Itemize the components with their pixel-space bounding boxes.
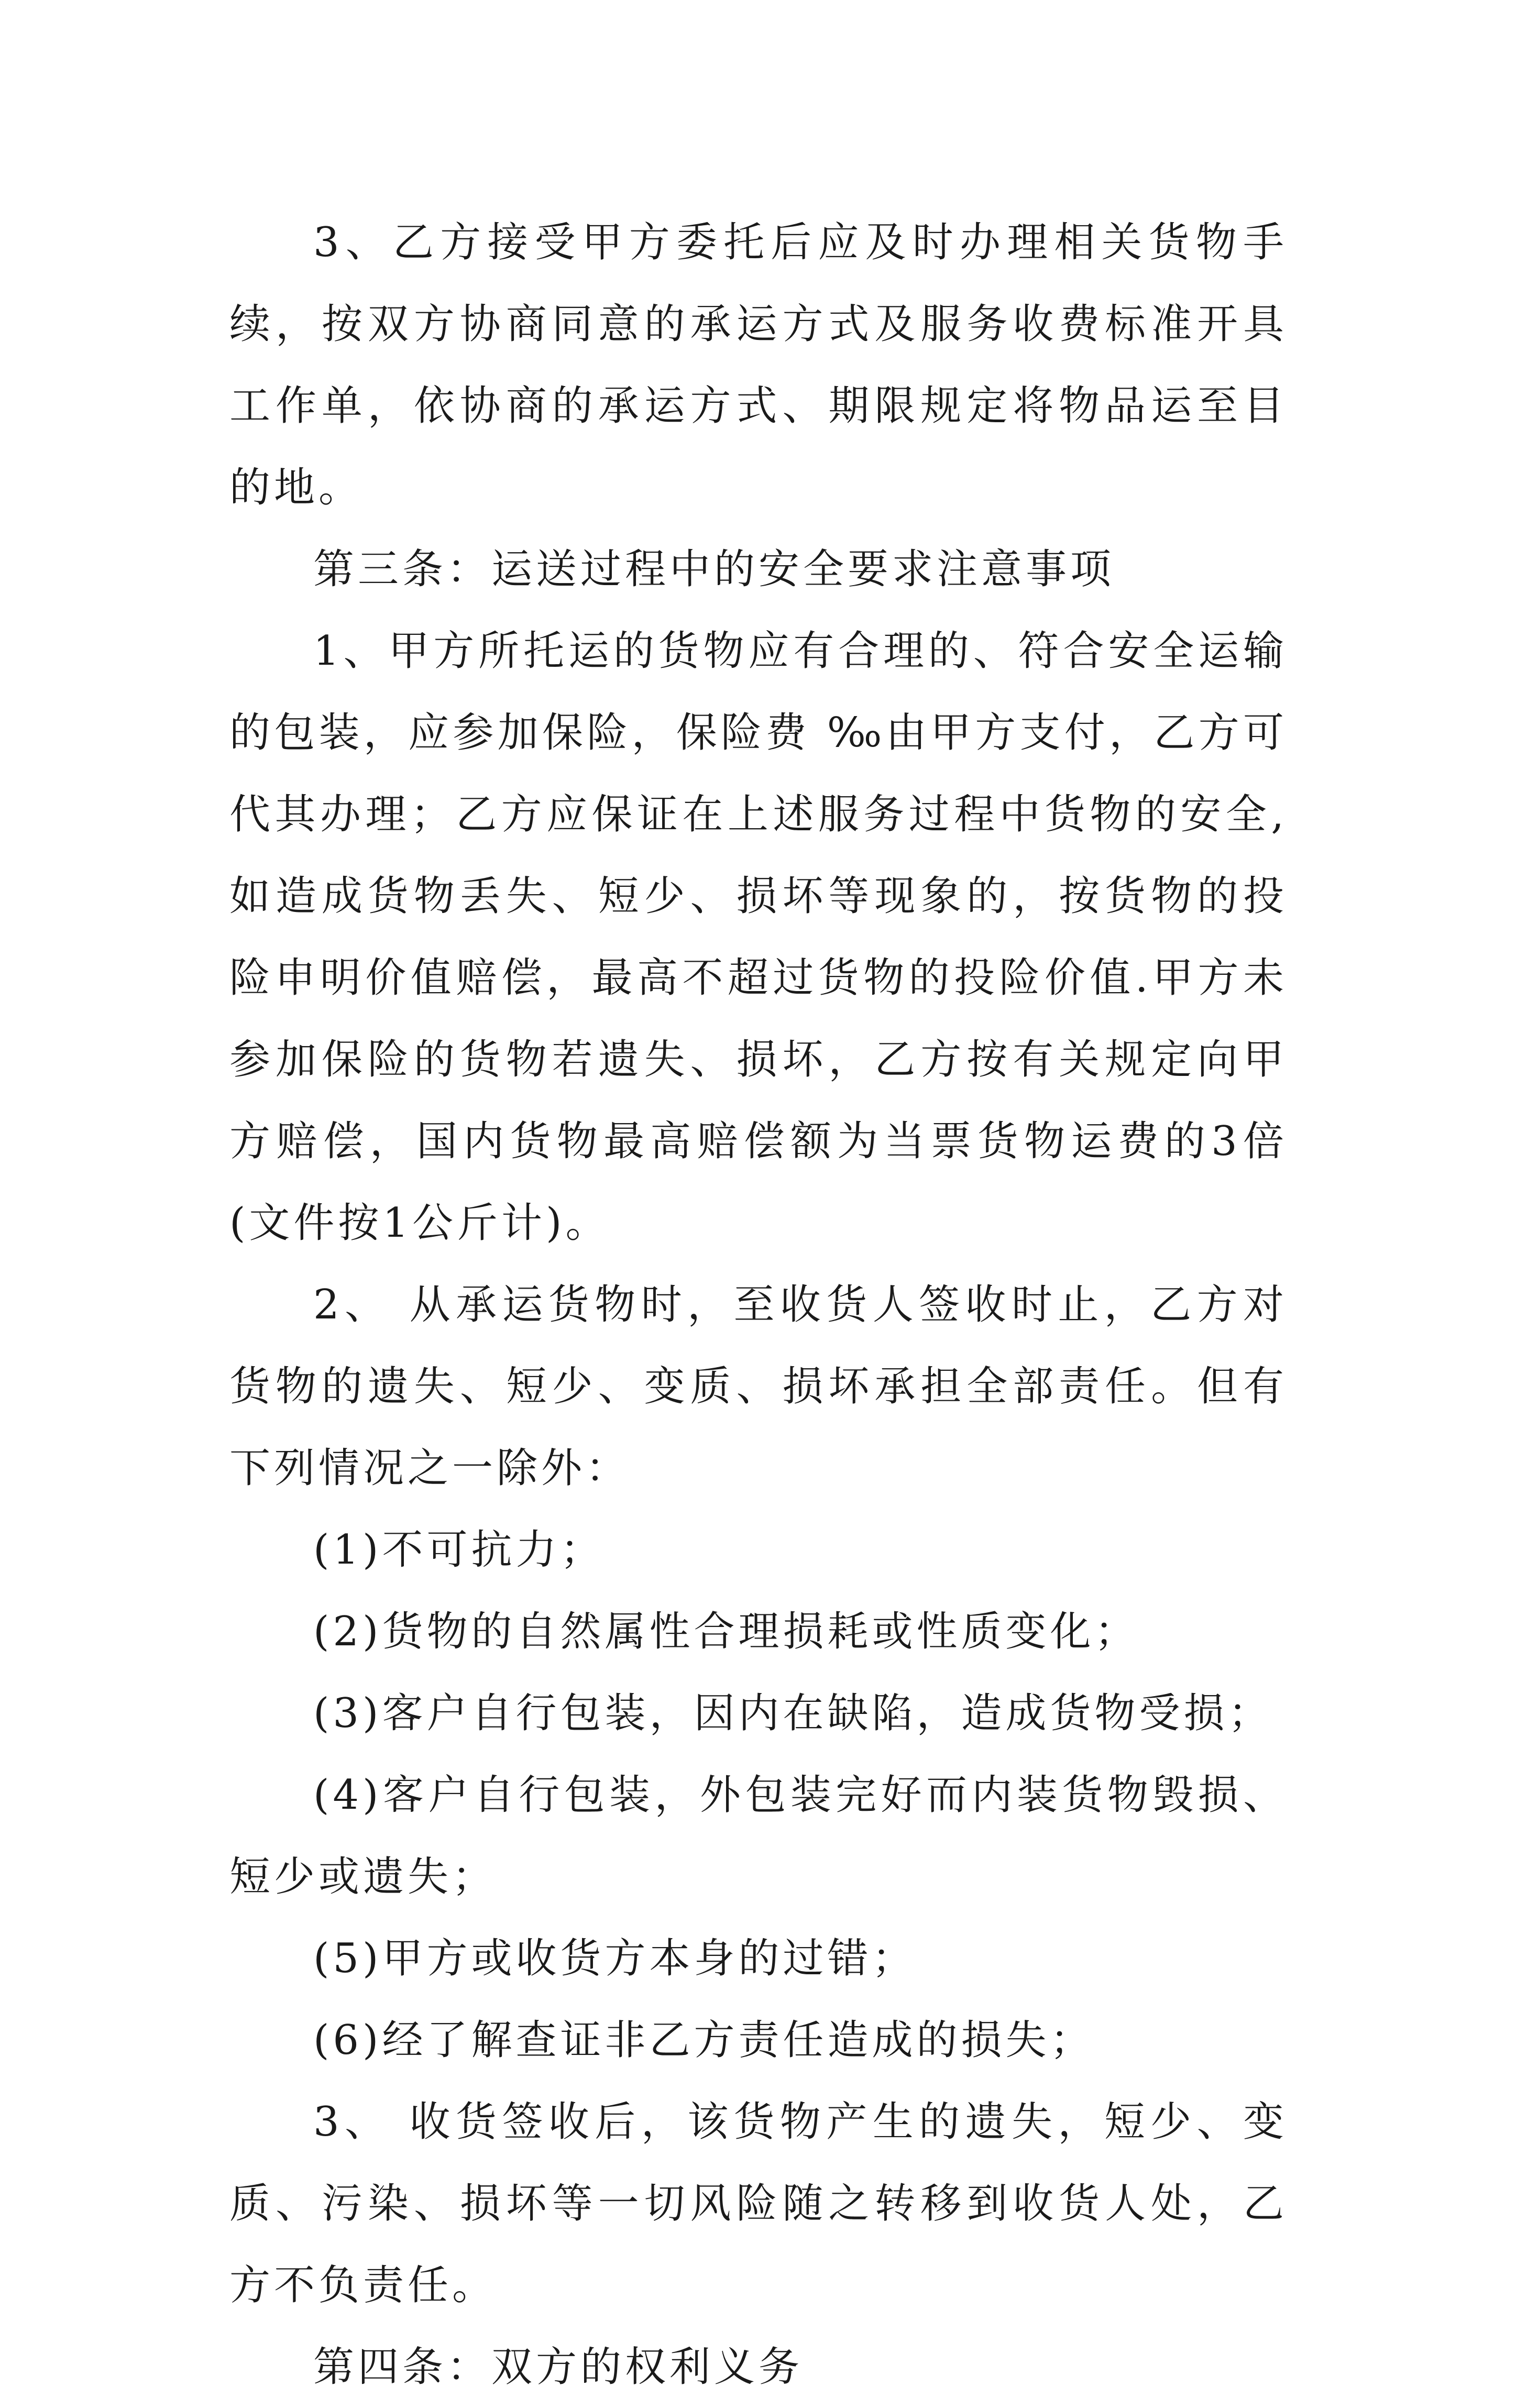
clause-3-item-3: 3、 收货签收后，该货物产生的遗失，短少、变质、污染、损坏等一切风险随之转移到收货人处，乙方不负责任。 [229, 2098, 1288, 2309]
exception-item-3: (3)客户自行包装，因内在缺陷，造成货物受损； [313, 1690, 1273, 1737]
clause-3-item-2: 2、 从承运货物时，至收货人签收时止，乙方对货物的遗失、短少、变质、损坏承担全部责任。但有下列情况之一除外： [229, 1281, 1288, 1492]
exception-item-4: (4)客户自行包装，外包装完好而内装货物毁损、短少或遗失； [229, 1772, 1288, 1900]
clause-3-item-1: 1、甲方所托运的货物应有合理的、符合安全运输的包装，应参加保险，保险费 ‰由甲方支付，乙方可代其办理；乙方应保证在上述服务过程中货物的安全,如造成货物丢失、短少、损坏等现象的，按货物的投险申明价值赔偿，最高不超过货物的投险价值.甲方未参加保险的货物若遗失、损坏，乙方按有关规定向甲方赔偿，国内货物最高赔偿额为当票货物运费的3倍(文件按1公斤计)。 [229, 628, 1288, 1247]
clause-2-item-3: 3、乙方接受甲方委托后应及时办理相关货物手续，按双方协商同意的承运方式及服务收费标准开具工作单，依协商的承运方式、期限规定将物品运至目的地。 [229, 219, 1288, 511]
article-3-heading: 第三条：运送过程中的安全要求注意事项 [313, 546, 1115, 593]
exception-item-5: (5)甲方或收货方本身的过错； [313, 1935, 917, 1982]
article-4-heading: 第四条：双方的权利义务 [313, 2344, 804, 2391]
exception-item-2: (2)货物的自然属性合理损耗或性质变化； [313, 1608, 1139, 1655]
exception-item-1: (1)不可抗力； [313, 1526, 605, 1574]
exception-item-6: (6)经了解查证非乙方责任造成的损失； [313, 2017, 1095, 2064]
document-body [229, 202, 1288, 2408]
